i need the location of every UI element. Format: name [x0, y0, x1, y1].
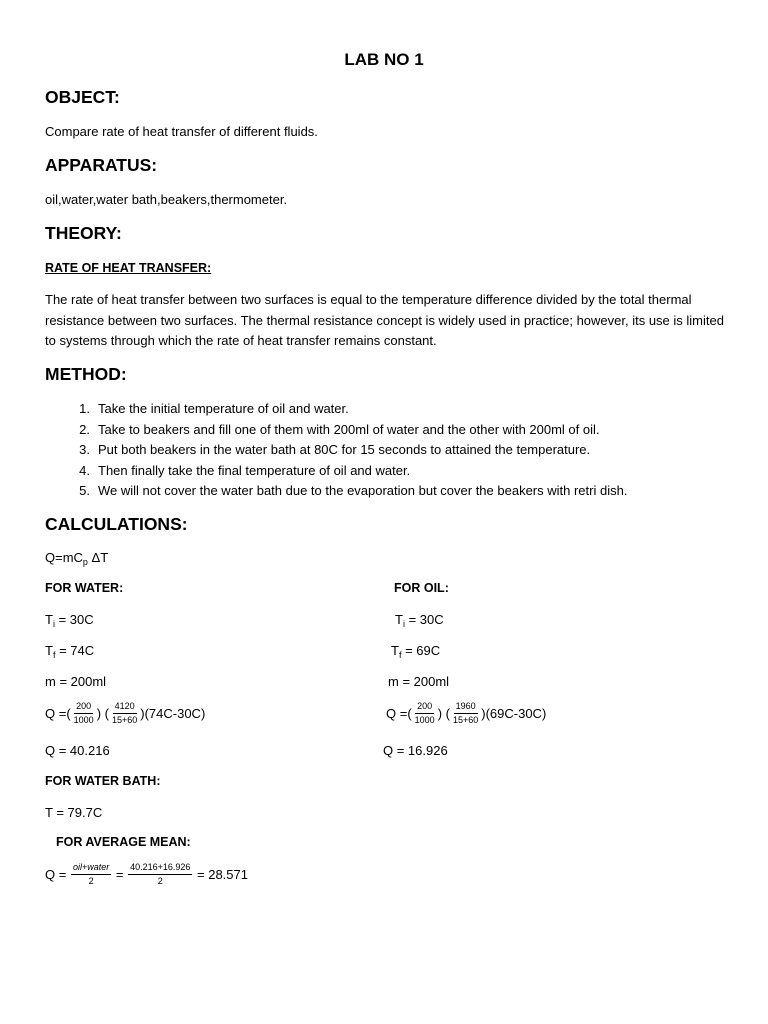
oil-q-equation: Q =( $\frac{200}{1000}$ ) ( $\frac{1960}{15+60}$ ) (69C-30C) [386, 701, 547, 725]
page-title: LAB NO 1 [344, 50, 424, 69]
average-q-equation: Q = $\frac{\text{oil+water}}{2}$ = $\frac{40.216+16.926}{2}$ = 28.571 [45, 862, 248, 886]
list-item: 4. Then finally take the final temperature of oil and water. [79, 462, 411, 478]
oil-mass: m = 200ml [388, 674, 450, 689]
calculations-heading: CALCULATIONS: [45, 514, 188, 534]
water-bath-label: FOR WATER BATH: [45, 774, 161, 788]
theory-subheading: RATE OF HEAT TRANSFER: [45, 261, 212, 275]
list-item: 5. We will not cover the water bath due to the evaporation but cover the beakers with retri dish. [79, 483, 628, 498]
method-list [45, 399, 627, 502]
oil-ti: $T_i = 30C$ [395, 612, 444, 629]
oil-label: FOR OIL: [394, 581, 449, 595]
list-item: 2. Take to beakers and fill one of them with 200ml of water and the other with 200ml of oil. [79, 421, 600, 437]
oil-q-result: Q = 16.926 [383, 743, 448, 758]
water-label: FOR WATER: [45, 581, 124, 595]
water-q-equation: Q =( $\frac{200}{1000}$ ) ( $\frac{4120}{15+60}$ ) (74C-30C) [45, 701, 206, 725]
list-item: 1. Take the initial temperature of oil and water. [79, 401, 349, 416]
average-mean-label: FOR AVERAGE MEAN: [56, 835, 191, 849]
object-text: Compare rate of heat transfer of different fluids. [45, 124, 318, 139]
list-item: 3. Put both beakers in the water bath at 80C for 15 seconds to attained the temperature. [79, 442, 591, 457]
heat-formula: $Q=mC_p$ ΔT [45, 550, 109, 567]
water-q-result: Q = 40.216 [45, 743, 110, 758]
theory-text: The rate of heat transfer between two surfaces is equal to the temperature difference divided by the total thermal resistance between two surfaces. The thermal resistance concept is widely used in practice; however, its use is limited to systems through which the rate of heat transfer remains constant. [45, 292, 724, 348]
method-heading: METHOD: [45, 364, 127, 384]
water-bath-temp: T = 79.7C [45, 805, 103, 820]
water-ti: $T_i = 30C$ [45, 612, 94, 629]
object-heading: OBJECT: [45, 87, 120, 107]
water-mass: m = 200ml [45, 674, 107, 689]
water-tf: $T_f = 74C$ [45, 643, 95, 660]
apparatus-heading: APPARATUS: [45, 155, 158, 175]
oil-tf: $T_f = 69C$ [391, 643, 441, 660]
apparatus-text: oil,water,water bath,beakers,thermometer. [45, 192, 288, 207]
theory-heading: THEORY: [45, 223, 122, 243]
